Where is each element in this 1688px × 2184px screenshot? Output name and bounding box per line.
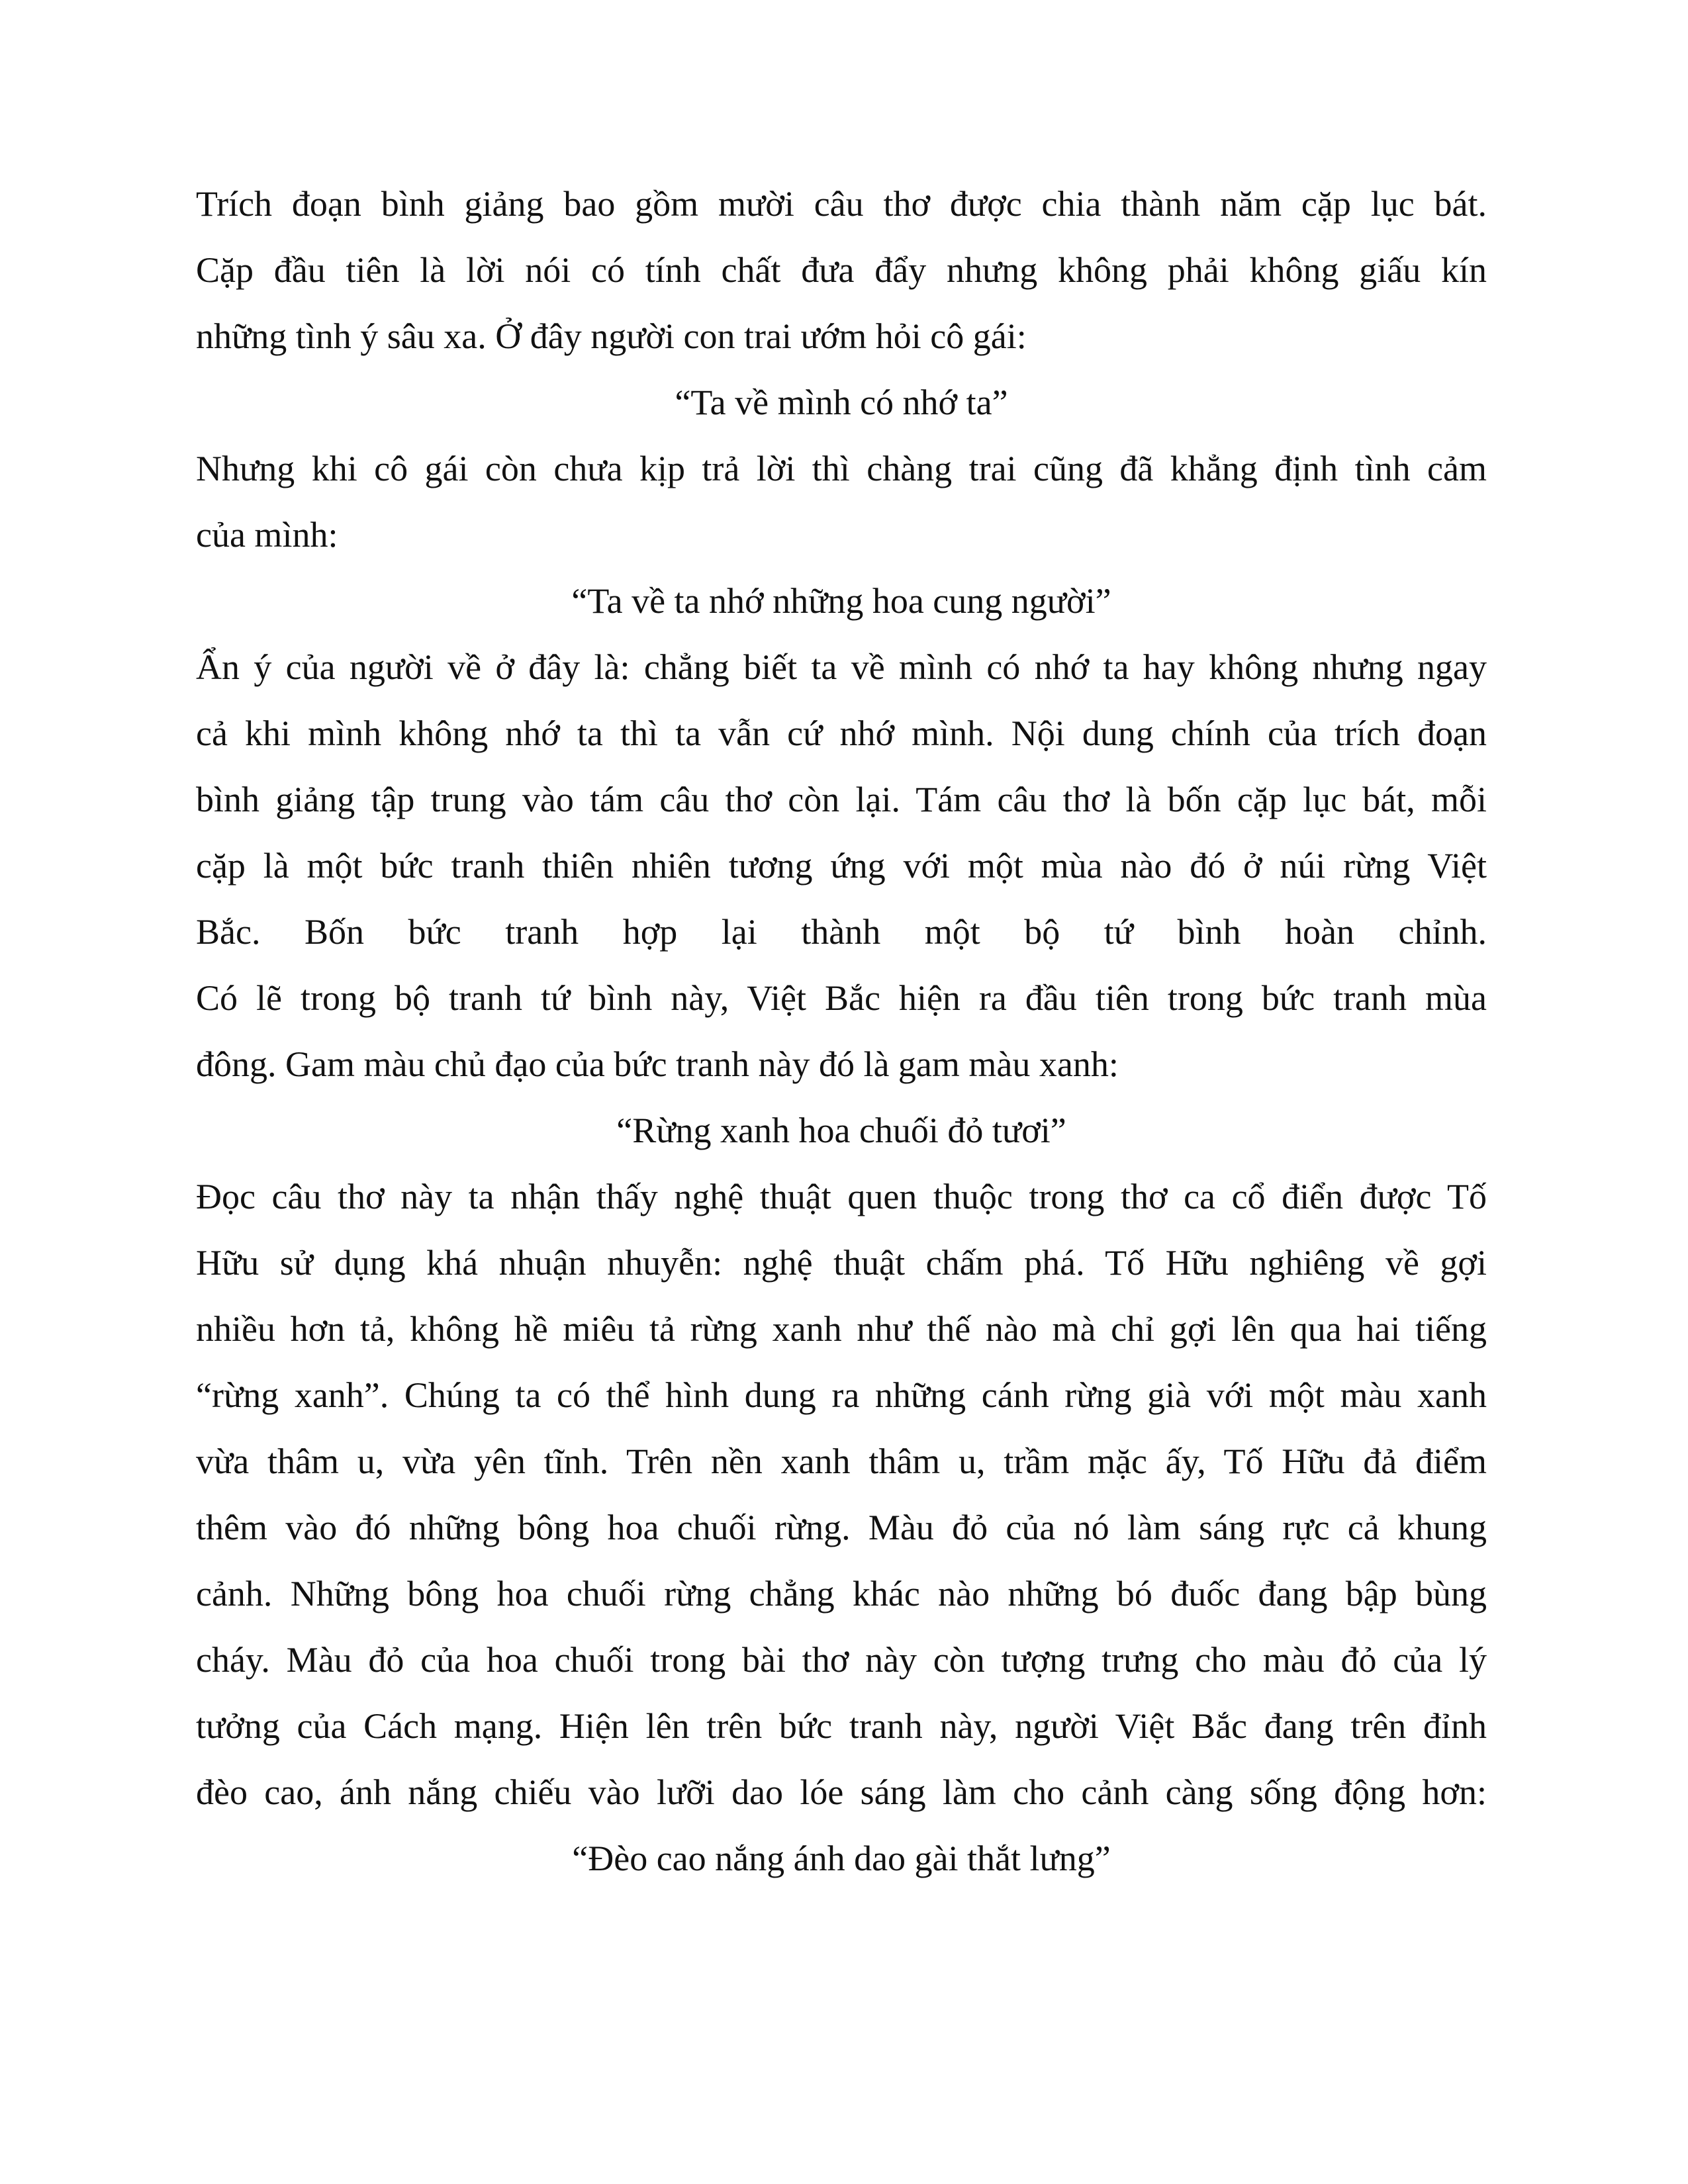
text-line: Trích đoạn bình giảng bao gồm mười câu thơ được chia thành năm cặp lục bát.	[196, 184, 1487, 224]
text-line: tưởng của Cách mạng. Hiện lên trên bức tranh này, người Việt Bắc đang trên đỉnh	[196, 1706, 1487, 1746]
text-line: thêm vào đó những bông hoa chuối rừng. Màu đỏ của nó làm sáng rực cả khung	[196, 1508, 1487, 1547]
text-line: đông. Gam màu chủ đạo của bức tranh này đó là gam màu xanh:	[196, 1044, 1119, 1084]
text-line: những tình ý sâu xa. Ở đây người con trai ướm hỏi cô gái:	[196, 316, 1027, 356]
poem-quote: “Đèo cao nắng ánh dao gài thắt lưng”	[572, 1839, 1111, 1878]
text-line: “rừng xanh”. Chúng ta có thể hình dung ra những cánh rừng già với một màu xanh	[196, 1375, 1487, 1415]
text-line: cặp là một bức tranh thiên nhiên tương ứng với một mùa nào đó ở núi rừng Việt	[196, 846, 1487, 886]
text-line: cả khi mình không nhớ ta thì ta vẫn cứ nhớ mình. Nội dung chính của trích đoạn	[196, 713, 1487, 753]
text-line: Cặp đầu tiên là lời nói có tính chất đưa đẩy nhưng không phải không giấu kín	[196, 250, 1487, 290]
text-line: Bắc. Bốn bức tranh hợp lại thành một bộ tứ bình hoàn chỉnh.	[196, 912, 1487, 952]
text-line: cảnh. Những bông hoa chuối rừng chẳng khác nào những bó đuốc đang bập bùng	[196, 1574, 1487, 1614]
text-line: cháy. Màu đỏ của hoa chuối trong bài thơ này còn tượng trưng cho màu đỏ của lý	[196, 1640, 1487, 1680]
poem-quote: “Ta về mình có nhớ ta”	[675, 383, 1008, 422]
poem-quote: “Ta về ta nhớ những hoa cung người”	[571, 581, 1111, 621]
text-line: Ẩn ý của người về ở đây là: chẳng biết ta về mình có nhớ ta hay không nhưng ngay	[196, 647, 1487, 687]
text-line: Đọc câu thơ này ta nhận thấy nghệ thuật quen thuộc trong thơ ca cổ điển được Tố	[196, 1177, 1487, 1216]
document-page	[196, 171, 1487, 1891]
poem-quote: “Rừng xanh hoa chuối đỏ tươi”	[616, 1111, 1066, 1150]
text-line: nhiều hơn tả, không hề miêu tả rừng xanh như thế nào mà chỉ gợi lên qua hai tiếng	[196, 1309, 1487, 1349]
text-line: vừa thâm u, vừa yên tĩnh. Trên nền xanh thâm u, trầm mặc ấy, Tố Hữu đả điểm	[196, 1441, 1487, 1481]
text-line: bình giảng tập trung vào tám câu thơ còn lại. Tám câu thơ là bốn cặp lục bát, mỗi	[196, 780, 1487, 819]
text-line: đèo cao, ánh nắng chiếu vào lưỡi dao lóe sáng làm cho cảnh càng sống động hơn:	[196, 1772, 1487, 1812]
text-line: Có lẽ trong bộ tranh tứ bình này, Việt Bắc hiện ra đầu tiên trong bức tranh mùa	[196, 978, 1487, 1018]
text-line: của mình:	[196, 515, 338, 555]
text-line: Nhưng khi cô gái còn chưa kịp trả lời thì chàng trai cũng đã khẳng định tình cảm	[196, 449, 1487, 488]
text-line: Hữu sử dụng khá nhuận nhuyễn: nghệ thuật chấm phá. Tố Hữu nghiêng về gợi	[196, 1243, 1487, 1283]
